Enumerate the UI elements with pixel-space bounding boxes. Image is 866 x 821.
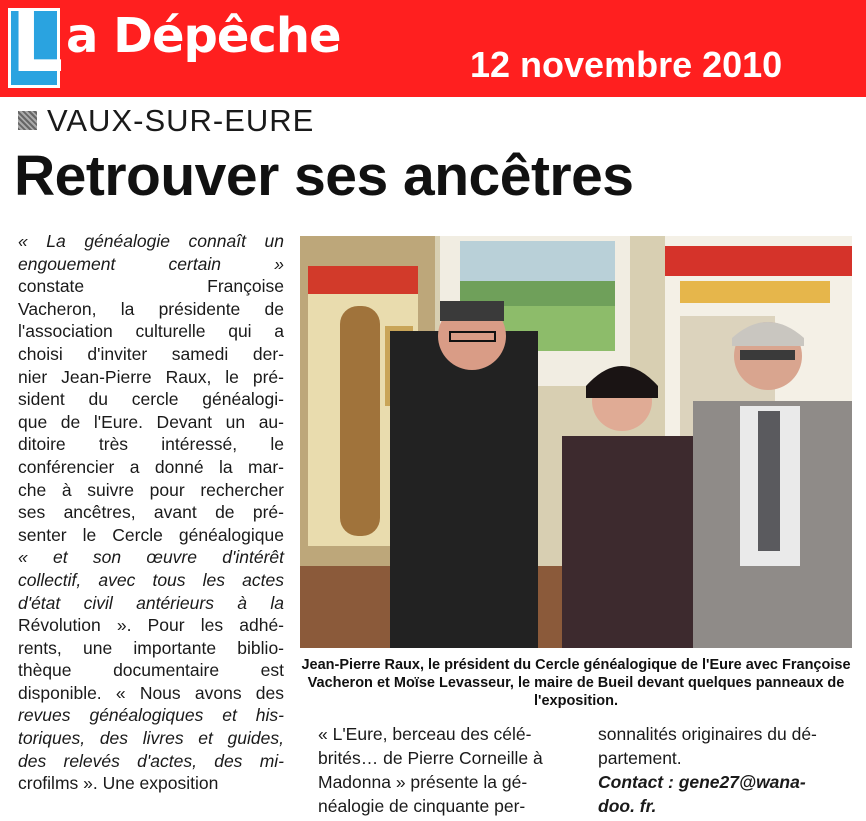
contact-line-end: doo. fr. xyxy=(598,796,657,816)
body-line: toriques, des livres et guides, xyxy=(18,728,284,749)
masthead-banner xyxy=(0,0,866,97)
photo-caption: Jean-Pierre Raux, le président du Cercle généalogique de l'Eure avec Françoise Vacheron et Moïse Levasseur, le maire de Bueil devant quelques panneaux de l'exposition. xyxy=(301,657,851,709)
body-line: des relevés d'actes, des mi- xyxy=(18,750,284,771)
body-line: sident du cercle généalogi- xyxy=(18,389,284,410)
body-line: crofilms ». Une exposition xyxy=(18,773,219,794)
photo-illustration xyxy=(300,236,852,648)
body-line: que de l'Eure. Devant un au- xyxy=(18,411,284,432)
newspaper-name: a Dépêche xyxy=(66,8,341,64)
body-line: « La généalogie connaît un xyxy=(18,231,284,251)
body-line: Vacheron, la présidente de xyxy=(18,298,284,319)
body-line: sonnalités originaires du dé- xyxy=(598,724,817,744)
logo-letter: L xyxy=(11,0,64,91)
section-rubric xyxy=(18,105,314,136)
article-headline: Retrouver ses ancêtres xyxy=(14,144,634,208)
body-line: collectif, avec tous les actes xyxy=(18,569,284,590)
body-line: ses ancêtres, avant de pré- xyxy=(18,502,284,523)
article-photo xyxy=(300,236,852,648)
body-line: disponible. « Nous avons des xyxy=(18,682,284,703)
body-line: conférencier a donné la mar- xyxy=(18,456,284,477)
body-line: d'état civil antérieurs à la xyxy=(18,592,284,613)
body-line: l'association culturelle qui a xyxy=(18,321,284,342)
body-line: revues généalogiques et his- xyxy=(18,705,284,726)
body-line: ditoire très intéressé, le xyxy=(18,434,284,455)
body-line: néalogie de cinquante per- xyxy=(318,796,526,816)
body-line: senter le Cercle généalogique xyxy=(18,524,284,545)
body-line: constate Françoise xyxy=(18,276,284,297)
article-body-right xyxy=(598,722,850,818)
publication-date: 12 novembre 2010 xyxy=(470,44,783,85)
article-body-middle xyxy=(318,722,578,818)
body-line: choisi d'inviter samedi der- xyxy=(18,343,284,364)
body-line: nier Jean-Pierre Raux, le pré- xyxy=(18,366,284,387)
body-line: rents, une importante biblio- xyxy=(18,637,284,658)
body-line: « L'Eure, berceau des célé- xyxy=(318,724,532,744)
body-line: thèque documentaire est xyxy=(18,660,284,681)
contact-line: Contact : gene27@wana- xyxy=(598,772,806,792)
body-line: Révolution ». Pour les adhé- xyxy=(18,615,284,636)
body-line: brités… de Pierre Corneille à xyxy=(318,748,543,768)
body-line: engouement certain » xyxy=(18,253,284,274)
body-line: che à suivre pour rechercher xyxy=(18,479,284,500)
rubric-square-icon xyxy=(18,111,37,130)
body-line: Madonna » présente la gé- xyxy=(318,772,528,792)
newspaper-logo xyxy=(8,0,64,91)
article-body-left xyxy=(18,230,284,795)
rubric-text: VAUX-SUR-EURE xyxy=(47,103,315,138)
body-line: « et son œuvre d'intérêt xyxy=(18,547,284,568)
body-line: partement. xyxy=(598,748,682,768)
